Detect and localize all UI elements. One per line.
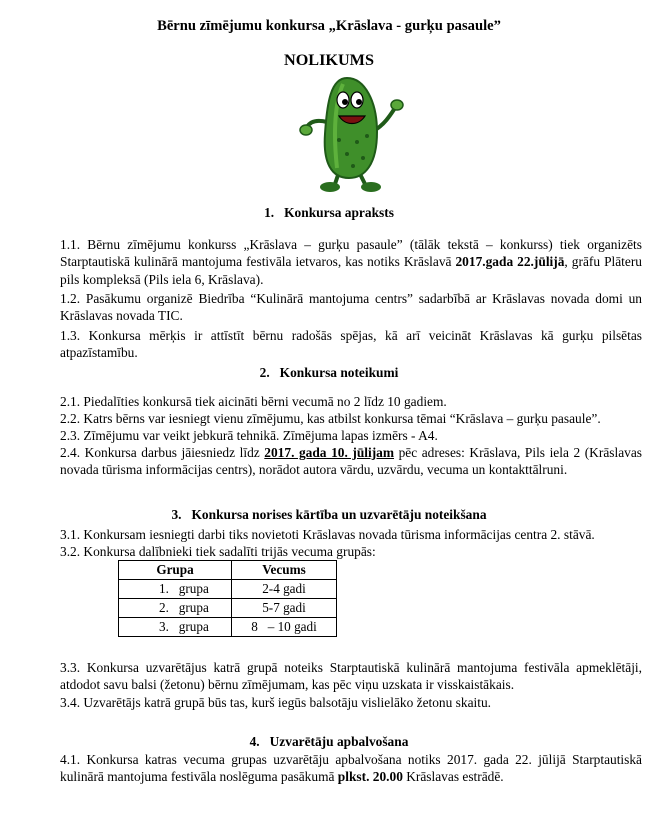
age-cell: 5-7 gadi — [232, 599, 337, 618]
age-groups-table — [118, 560, 337, 637]
text: Krāslavas estrādē. — [402, 769, 504, 785]
age-cell: 8 – 10 gadi — [232, 618, 337, 637]
column-header: Grupa — [119, 561, 232, 580]
paragraph-3-1: 3.1. Konkursam iesniegti darbi tiks novietoti Krāslavas novada tūrisma informācijas centra 2. stāvā. — [60, 527, 595, 542]
section-number: 4. — [249, 734, 260, 749]
section-2-heading — [0, 364, 658, 381]
paragraph-3-2: 3.2. Konkursa dalībnieki tiek sadalīti trijās vecuma grupās: — [60, 544, 376, 559]
table-row — [119, 618, 337, 637]
paragraph-3-4: 3.4. Uzvarētājs katrā grupā būs tas, kurš iegūs balsotāju vislielāko žetonu skaitu. — [60, 695, 491, 710]
text: , grāfu Plāteru pils kompleksā (Pils iela 6, Krāslava). — [60, 254, 642, 287]
section-title: Konkursa noteikumi — [279, 365, 399, 380]
table-row — [119, 580, 337, 599]
paragraph-4-1 — [60, 751, 642, 786]
deadline-date: 2017. gada 10. jūlijam — [264, 445, 395, 460]
section-4-heading — [0, 733, 658, 750]
group-cell: 2. grupa — [119, 599, 232, 618]
text: 4.1. Konkursa katras vecuma grupas uzvarētāju apbalvošana notiks 2017. gada 22. jūlijā Starptautiskā kulinārā mantojuma festivāla noslēguma pasākumā — [60, 752, 642, 785]
section-number: 1. — [264, 205, 275, 220]
paragraph-1-3: 1.3. Konkursa mērķis ir attīstīt bērnu radošās spējas, kā arī veicināt Krāslavas kā gurķu pilsētas atpazīstamību. — [60, 328, 642, 361]
group-cell: 1. grupa — [119, 580, 232, 599]
section-title: Konkursa apraksts — [284, 205, 394, 220]
table-header-row — [119, 561, 337, 580]
paragraph-1-1 — [60, 236, 642, 288]
paragraph-2-3: 2.3. Zīmējumu var veikt jebkurā tehnikā. Zīmējuma lapas izmērs - A4. — [60, 428, 438, 443]
document-subtitle: NOLIKUMS — [284, 51, 374, 69]
age-cell: 2-4 gadi — [232, 580, 337, 599]
group-cell: 3. grupa — [119, 618, 232, 637]
column-header: Vecums — [232, 561, 337, 580]
event-time: plkst. 20.00 — [337, 769, 403, 785]
text: 2.4. Konkursa darbus jāiesniedz līdz — [60, 445, 265, 460]
text: pēc adreses: Krāslava, Pils iela 2 (Krāslavas novada tūrisma informācijas centrs), norādot autora vārdu, uzvārdu, vecuma un kontakttālruni. — [60, 445, 642, 478]
section-title: Konkursa norises kārtība un uzvarētāju noteikšana — [191, 507, 487, 522]
section-1-heading — [0, 204, 658, 221]
document-title: Bērnu zīmējumu konkursa „Krāslava - gurķu pasaule” — [157, 18, 501, 34]
paragraph-3-3: 3.3. Konkursa uzvarētājus katrā grupā noteiks Starptautiskā kulinārā mantojuma festivāla apmeklētāji, atdodot savu balsi (žetonu) bērnu zīmējumam, kas pēc viņu uzskata ir visskaistākais. — [60, 660, 642, 693]
event-date: 2017.gada 22.jūlijā — [455, 254, 565, 270]
cucumber-mascot-icon — [297, 72, 407, 194]
text: 1.1. Bērnu zīmējumu konkurss „Krāslava – gurķu pasaule” (tālāk tekstā – konkurss) tiek organizēts Starptautiskā kulinārā mantojuma festivāla ietvaros, kas notiks Krāslavā — [60, 237, 642, 270]
section-number: 2. — [259, 365, 270, 380]
section-title: Uzvarētāju apbalvošana — [269, 734, 409, 749]
paragraph-2-1: 2.1. Piedalīties konkursā tiek aicināti bērni vecumā no 2 līdz 10 gadiem. — [60, 394, 447, 409]
table-row — [119, 599, 337, 618]
paragraph-1-2: 1.2. Pasākumu organizē Biedrība “Kulinārā mantojuma centrs” sadarbībā ar Krāslavas novada domi un Krāslavas novada TIC. — [60, 291, 642, 324]
section-3-heading — [0, 506, 658, 523]
section-number: 3. — [171, 507, 182, 522]
paragraph-2-2: 2.2. Katrs bērns var iesniegt vienu zīmējumu, kas atbilst konkursa tēmai “Krāslava – gurķu pasaule”. — [60, 411, 601, 426]
paragraph-2-4 — [60, 444, 642, 479]
